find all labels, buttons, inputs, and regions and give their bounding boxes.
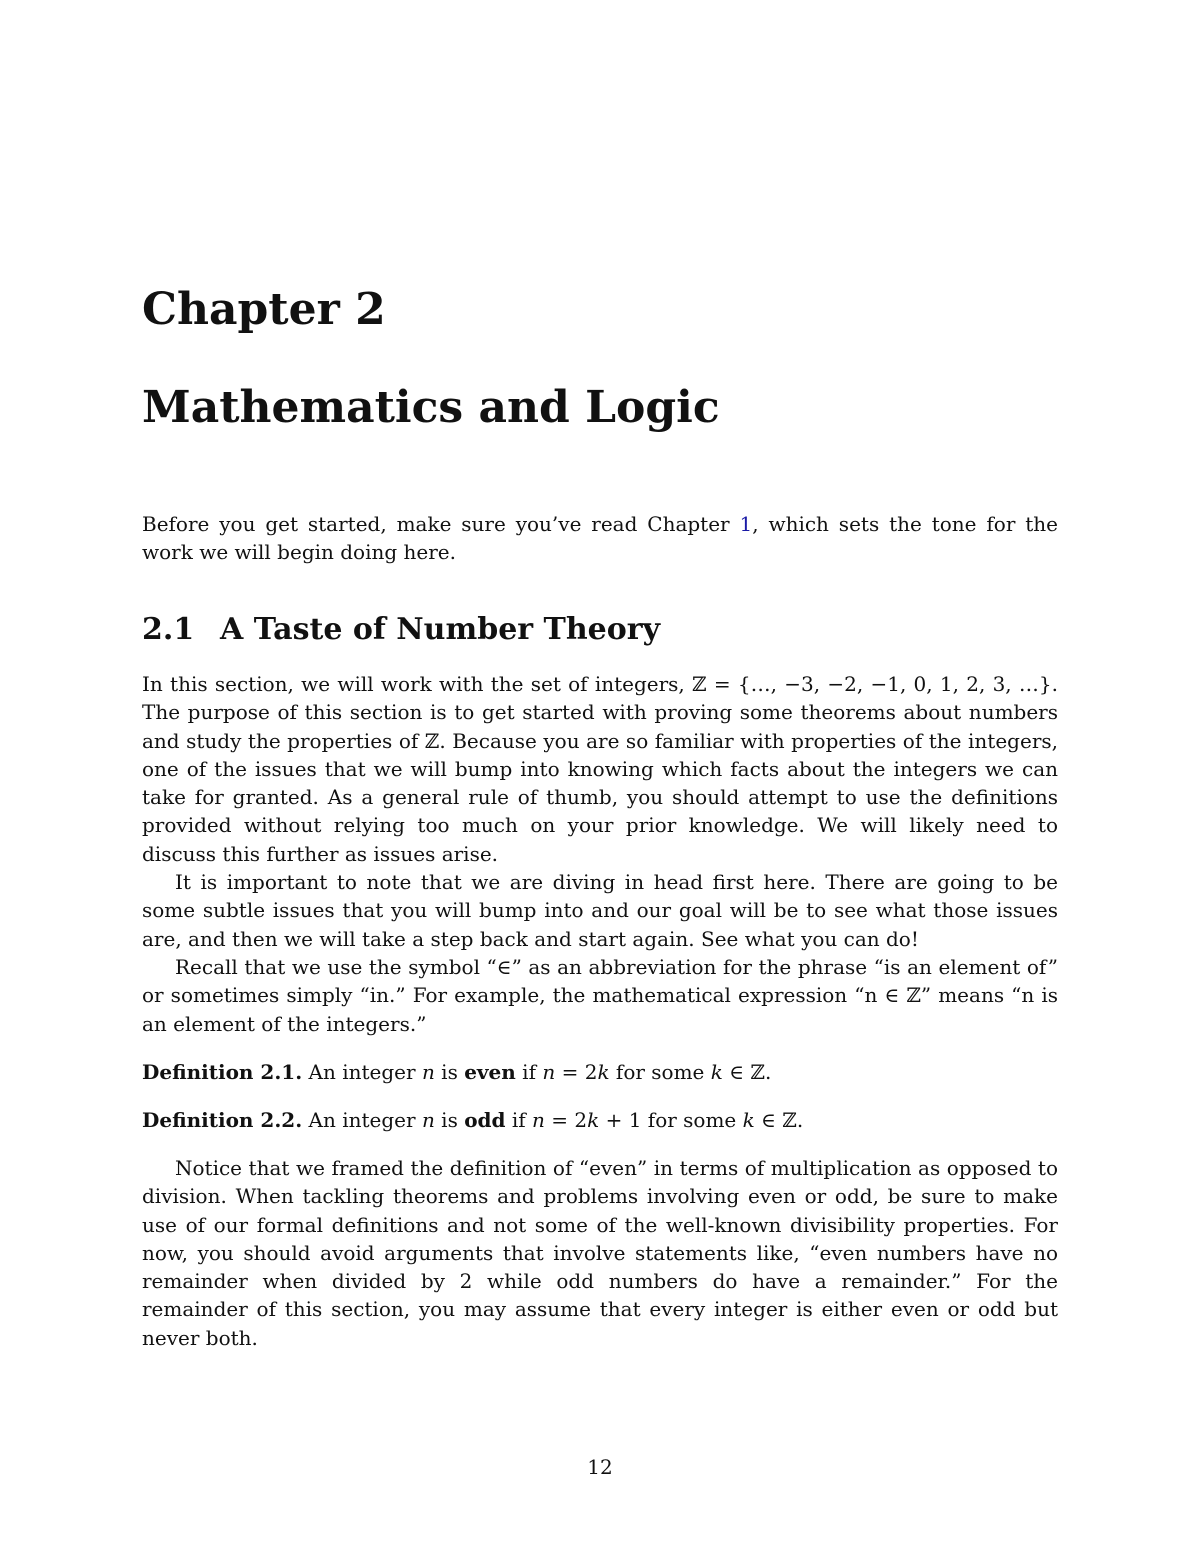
math-expression: = 2 bbox=[555, 1060, 598, 1084]
paragraph-diving-in: It is important to note that we are diving in head first here. There are going to be some subtle issues that you will bump into and our goal will be to see what those issues are, and then we will take a step back and start again. See what you can do! bbox=[142, 870, 1058, 951]
math-variable: n bbox=[421, 1108, 435, 1132]
definition-text: An integer bbox=[302, 1060, 422, 1084]
definition-label: Definition 2.1. bbox=[142, 1060, 303, 1084]
math-expression: ∈ ℤ. bbox=[722, 1060, 772, 1084]
paragraph-integers: In this section, we will work with the set of integers, ℤ = {…, −3, −2, −1, 0, 1, 2, 3, …}. The purpose of this section is to get started with proving some theorems about numbers and study the properties of ℤ. Because you are so familiar with properties of the integers, one of the issues that we will bump into knowing which facts about the integers we can take for granted. As a general rule of thumb, you should attempt to use the definitions provided without relying too much on your prior knowledge. We will likely need to discuss this further as issues arise. bbox=[142, 672, 1058, 866]
definition-text: + 1 for some bbox=[599, 1108, 743, 1132]
section-number: 2.1 bbox=[142, 612, 195, 647]
definition-text: is bbox=[434, 1060, 465, 1084]
math-variable: k bbox=[742, 1108, 755, 1132]
section-title: A Taste of Number Theory bbox=[220, 612, 661, 647]
math-variable: n bbox=[542, 1060, 556, 1084]
chapter-reference-link[interactable]: 1 bbox=[739, 512, 753, 536]
chapter-label: Chapter 2 bbox=[142, 284, 386, 335]
definition-text: if bbox=[515, 1060, 543, 1084]
math-expression: ∈ ℤ. bbox=[754, 1108, 804, 1132]
defined-term-even: even bbox=[464, 1060, 516, 1084]
math-variable: k bbox=[587, 1108, 600, 1132]
definition-label: Definition 2.2. bbox=[142, 1108, 303, 1132]
intro-text-before: Before you get started, make sure you’ve read Chapter bbox=[142, 512, 740, 536]
definition-text: for some bbox=[609, 1060, 711, 1084]
defined-term-odd: odd bbox=[464, 1108, 506, 1132]
section-body bbox=[142, 670, 1058, 1038]
definition-text: An integer bbox=[302, 1108, 422, 1132]
math-variable: k bbox=[597, 1060, 610, 1084]
paragraph-notice: Notice that we framed the definition of “even” in terms of multiplication as opposed to division. When tackling theorems and problems involving even or odd, be sure to make use of our formal definitions and not some of the well-known divisibility properties. For now, you should avoid arguments that involve statements like, “even numbers have no remainder when divided by 2 while odd numbers do have a remainder.” For the remainder of this section, you may assume that every integer is either even or odd but never both. bbox=[142, 1156, 1058, 1350]
definition-text: if bbox=[505, 1108, 533, 1132]
definition-even bbox=[142, 1058, 1058, 1086]
paragraph-element-symbol: Recall that we use the symbol “∈” as an abbreviation for the phrase “is an element of” or sometimes simply “in.” For example, the mathematical expression “n ∈ ℤ” means “n is an element of the integers.” bbox=[142, 954, 1058, 1036]
definition-text: is bbox=[434, 1108, 465, 1132]
chapter-title: Mathematics and Logic bbox=[142, 382, 720, 433]
math-variable: n bbox=[421, 1060, 435, 1084]
definition-odd bbox=[142, 1106, 1058, 1134]
math-variable: n bbox=[532, 1108, 545, 1132]
math-expression: = 2 bbox=[544, 1108, 588, 1132]
section-heading bbox=[142, 608, 660, 652]
intro-text-after: , which sets the tone for the work we will begin doing here. bbox=[142, 512, 1059, 565]
page-number: 12 bbox=[587, 1455, 613, 1479]
math-variable: k bbox=[710, 1060, 723, 1084]
intro-paragraph bbox=[142, 510, 1058, 567]
